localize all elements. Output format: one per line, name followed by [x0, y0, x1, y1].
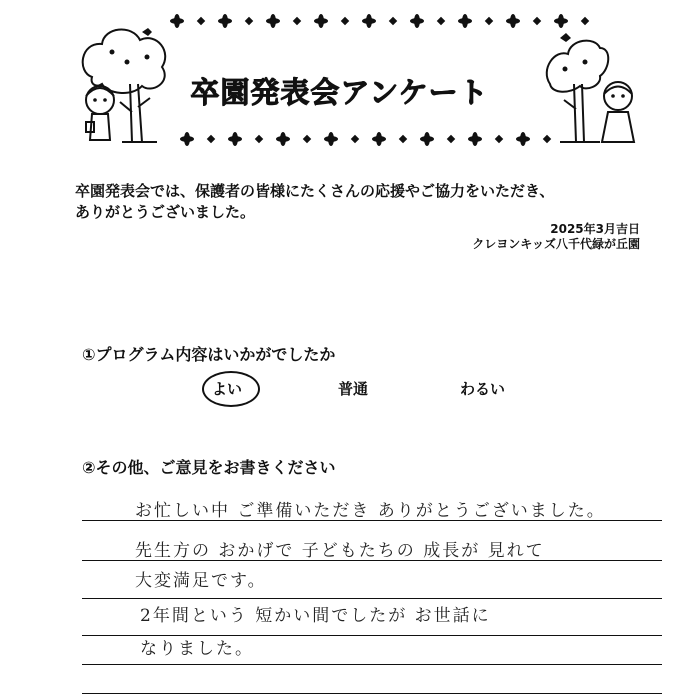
- diamond-icon: [303, 135, 311, 143]
- school-name: クレヨンキッズ八千代緑が丘園: [472, 237, 640, 251]
- date: 2025年3月吉日: [550, 222, 640, 236]
- flower-icon: [180, 132, 194, 146]
- girl-tree-illustration: [540, 24, 650, 154]
- flower-icon: [516, 132, 530, 146]
- handwritten-line-2: 先生方の おかげで 子どもたちの 成長が 見れて: [135, 541, 545, 561]
- question-2-label: ②その他、ご意見をお書きください: [82, 458, 336, 477]
- diamond-icon: [351, 135, 359, 143]
- diamond-icon: [341, 17, 349, 25]
- flower-icon: [372, 132, 386, 146]
- diamond-icon: [485, 17, 493, 25]
- diamond-icon: [447, 135, 455, 143]
- flower-icon: [314, 14, 328, 28]
- question-1-label: ①プログラム内容はいかがでしたか: [82, 345, 336, 364]
- top-flower-row: [170, 14, 588, 28]
- handwritten-line-1: お忙しい中 ご準備いただき ありがとうございました。: [135, 501, 606, 521]
- page-title: 卒園発表会アンケート: [190, 75, 489, 109]
- bottom-flower-row: [180, 132, 550, 146]
- diamond-icon: [437, 17, 445, 25]
- diamond-icon: [399, 135, 407, 143]
- answer-line: [82, 664, 662, 665]
- answer-line: [82, 693, 662, 694]
- flower-icon: [228, 132, 242, 146]
- option-good[interactable]: よい: [212, 380, 243, 398]
- diamond-icon: [293, 17, 301, 25]
- handwritten-line-3: 大変満足です。: [135, 571, 267, 591]
- diamond-icon: [207, 135, 215, 143]
- diamond-icon: [495, 135, 503, 143]
- flower-icon: [276, 132, 290, 146]
- flower-icon: [218, 14, 232, 28]
- flower-icon: [468, 132, 482, 146]
- diamond-icon: [389, 17, 397, 25]
- option-bad[interactable]: わるい: [460, 380, 506, 398]
- answer-line: [82, 598, 662, 599]
- diamond-icon: [197, 17, 205, 25]
- flower-icon: [324, 132, 338, 146]
- flower-icon: [266, 14, 280, 28]
- diamond-icon: [255, 135, 263, 143]
- boy-tree-illustration: [72, 22, 182, 152]
- intro-line-1: 卒園発表会では、保護者の皆様にたくさんの応援やご協力をいただき、: [75, 182, 555, 200]
- intro-text: [75, 181, 645, 223]
- flower-icon: [458, 14, 472, 28]
- flower-icon: [420, 132, 434, 146]
- flower-icon: [410, 14, 424, 28]
- intro-line-2: ありがとうございました。: [75, 203, 256, 221]
- flower-icon: [362, 14, 376, 28]
- handwritten-line-5: なりました。: [140, 639, 254, 659]
- flower-icon: [506, 14, 520, 28]
- diamond-icon: [245, 17, 253, 25]
- option-normal[interactable]: 普通: [338, 380, 369, 398]
- handwritten-line-4: 2年間という 短かい間でしたが お世話に: [140, 606, 491, 626]
